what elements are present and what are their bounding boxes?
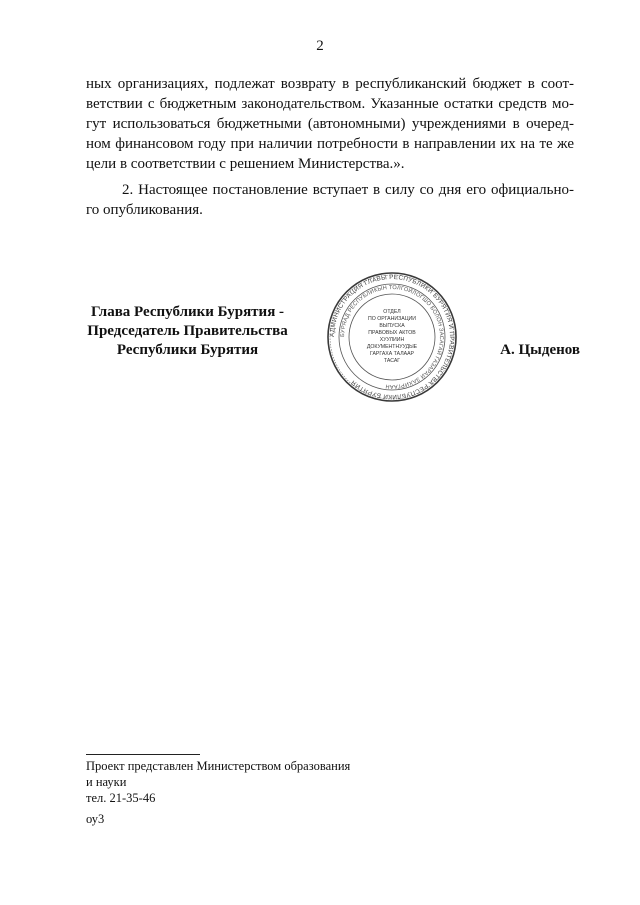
footnote	[86, 758, 350, 806]
paragraph-1-line: ном финансовом году при наличии потребности в направлении их на те же	[86, 136, 574, 152]
paragraph-1-line: гут использоваться бюджетными (автономными) учреждениями в очеред-	[86, 116, 574, 132]
seal-inner-text: БУРЯАД РЕСПУБЛИКЫН ТОЛГОЙЛОГШО БОЛОН ЗАСАГАЙ ГАЗАРАЙ ЗАХИРГААН	[339, 284, 445, 390]
seal-center-line: ТАСАГ	[383, 358, 401, 364]
seal-center-line: ОТДЕЛ	[383, 309, 401, 315]
seal-outer-text: АДМИНИСТРАЦИЯ ГЛАВЫ РЕСПУБЛИКИ БУРЯТИЯ И ПРАВИТЕЛЬСТВА РЕСПУБЛИКИ БУРЯТИЯ	[328, 273, 456, 401]
paragraph-1	[86, 74, 574, 174]
page-number: 2	[316, 38, 324, 54]
footnote-divider	[86, 754, 200, 755]
document-code: оу3	[86, 812, 105, 826]
seal-center-line: ВЫПУСКА	[379, 323, 405, 329]
paragraph-2-line: го опубликования.	[86, 202, 203, 218]
seal-center-line: ХУУЛИИН	[379, 337, 405, 343]
seal-center-line: ПРАВОВЫХ АКТОВ	[368, 330, 416, 336]
seal-center-line: ДОКУМЕНТНУУДЫЕ	[366, 344, 418, 350]
signatory-title	[60, 303, 315, 360]
seal-center-line: ПО ОРГАНИЗАЦИИ	[368, 316, 416, 322]
paragraph-1-line: ных организациях, подлежат возврату в республиканский бюджет в соот-	[86, 76, 574, 92]
signatory-title-line: Глава Республики Бурятия -	[90, 304, 285, 320]
seal-center-line: ГАРГАХА ТАЛААР	[369, 351, 415, 357]
paragraph-2	[86, 180, 574, 220]
signatory-title-line: Республики Бурятия	[116, 342, 259, 358]
paragraph-1-line: ветствии с бюджетным законодательством. Указанные остатки средств мо-	[86, 96, 574, 112]
footnote-line: и науки	[86, 775, 127, 789]
seal-center-text	[367, 309, 418, 364]
official-seal	[326, 271, 458, 403]
footnote-line: тел. 21-35-46	[86, 791, 156, 805]
footnote-line: Проект представлен Министерством образования	[86, 759, 351, 773]
signatory-title-line: Председатель Правительства	[87, 323, 288, 339]
paragraph-2-line: 2. Настоящее постановление вступает в силу со дня его официально-	[122, 182, 574, 198]
paragraph-1-line: цели в соответствии с решением Министерства.».	[86, 156, 405, 172]
signer-name: А. Цыденов	[500, 342, 580, 358]
